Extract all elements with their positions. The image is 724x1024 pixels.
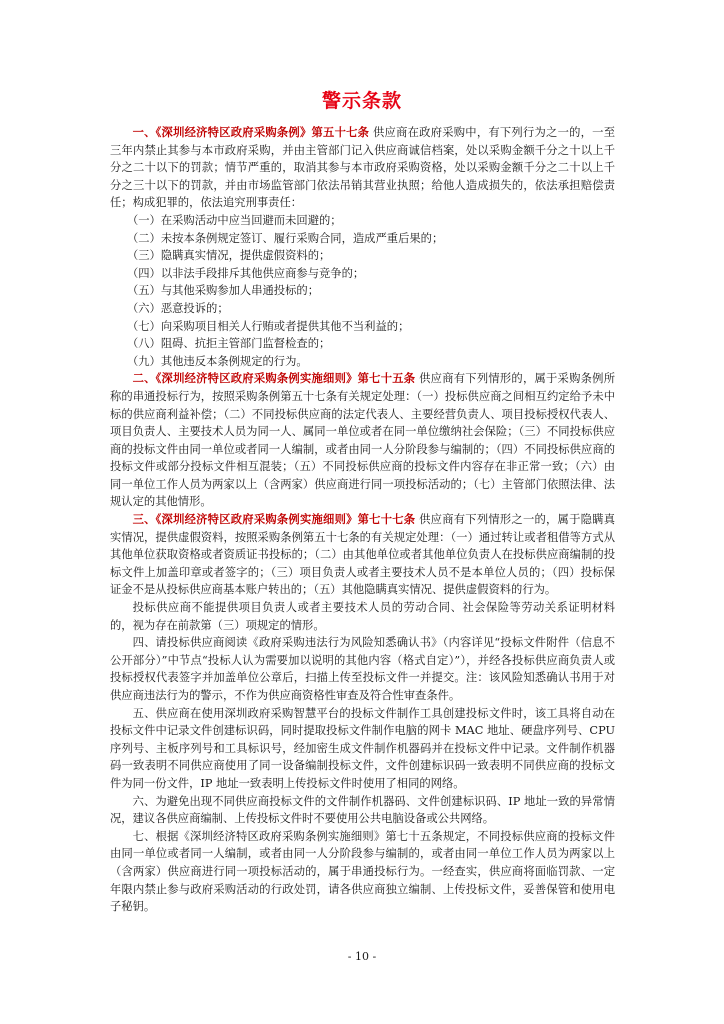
clause-3-heading: 三、《深圳经济特区政府采购条例实施细则》第七十七条 bbox=[132, 512, 416, 527]
clause-5: 五、供应商在使用深圳政府采购智慧平台的投标文件制作工具创建投标文件时，该工具将自动在投标文件中记录文件创建标识码，同时提取投标文件制作电脑的网卡 MAC 地址、硬盘序列号、CPU 序列号、主板序列号和工具标识号，经加密生成文件制作机器码并在投标文件中记录。文件制作机器码一致表明不同供应商使用了同一设备编制投标文件，文件创建标识码一致表明不同供应商的投标文件为同一份文件，IP 地址一致表明上传投标文件时使用了相同的网络。 bbox=[110, 706, 615, 790]
labor-paragraph: 投标供应商不能提供项目负责人或者主要技术人员的劳动合同、社会保险等劳动关系证明材料的，视为存在前款第（三）项规定的情形。 bbox=[110, 601, 615, 632]
clause-3 bbox=[110, 511, 615, 599]
clause-6: 六、为避免出现不同供应商投标文件的文件制作机器码、文件创建标识码、IP 地址一致的异常情况，建议各供应商编制、上传投标文件时不要使用公共电脑设备或公共网络。 bbox=[110, 794, 615, 826]
list-item: （九）其他违反本条例规定的行为。 bbox=[126, 354, 308, 368]
list-item: （二）未按本条例规定签订、履行采购合同，造成严重后果的； bbox=[126, 231, 444, 245]
page-number: - 10 - bbox=[347, 950, 377, 963]
clause-1 bbox=[110, 124, 615, 212]
list-item: （八）阻碍、抗拒主管部门监督检查的； bbox=[126, 337, 331, 351]
list-item: （四）以非法手段排斥其他供应商参与竞争的； bbox=[126, 266, 365, 280]
clause-7: 七、根据《深圳经济特区政府采购条例实施细则》第七十五条规定，不同投标供应商的投标文件由同一单位或者同一人编制，或者由同一人分阶段参与编制的，或者由同一单位工作人员为两家以上（含两家）供应商进行同一项投标活动的，属于串通投标行为。一经查实，供应商将面临罚款、一定年限内禁止参与政府采购活动的行政处罚，请各供应商独立编制、上传投标文件，妥善保管和使用电子秘钥。 bbox=[110, 829, 615, 914]
clause-2-heading: 二、《深圳经济特区政府采购条例实施细则》第七十五条 bbox=[132, 371, 416, 386]
clause-3-text: 供应商有下列情形之一的，属于隐瞒真实情况，提供虚假资料，按照采购条例第五十七条的有关规定处理：（一）通过转让或者租借等方式从其他单位获取资格或者资质证书投标的；（二）由其他单位或者其他单位负责人在投标供应商编制的投标文件上加盖印章或者签字的；（三）项目负责人或者主要技术人员不是本单位人员的；（四）投标保证金不是从投标供应商基本账户转出的；（五）其他隐瞒真实情况、提供虚假资料的行为。 bbox=[110, 513, 615, 597]
clause-1-text: 供应商在政府采购中，有下列行为之一的，一至三年内禁止其参与本市政府采购，并由主管部门记入供应商诚信档案，处以采购金额千分之十以上千分之二十以下的罚款；情节严重的，取消其参与本市政府采购资格，处以采购金额千分之二十以上千分之三十以下的罚款，并由市场监管部门依法吊销其营业执照；给他人造成损失的，依法承担赔偿责任；构成犯罪的，依法追究刑事责任： bbox=[110, 126, 616, 210]
document-body bbox=[110, 124, 615, 916]
list-item: （六）恶意投诉的； bbox=[126, 301, 229, 315]
page-title: 警示条款 bbox=[321, 90, 402, 112]
list-item: （一）在采购活动中应当回避而未回避的； bbox=[126, 213, 342, 227]
list-item: （三）隐瞒真实情况，提供虚假资料的； bbox=[126, 249, 331, 263]
clause-4: 四、请投标供应商阅读《政府采购违法行为风险知悉确认书》（内容详见“投标文件附件（信息不公开部分）”中节点“投标人认为需要加以说明的其他内容（格式自定）”），并经各投标供应商负责人或投标授权代表签字并加盖单位公章后，扫描上传至投标文件一并提交。注：该风险知悉确认书用于对供应商违法行为的警示，不作为供应商资格性审查及符合性审查条件。 bbox=[110, 636, 615, 702]
clause-1-heading: 一、《深圳经济特区政府采购条例》第五十七条 bbox=[132, 125, 370, 139]
clause-2-text: 供应商有下列情形的，属于采购条例所称的串通投标行为，按照采购条例第五十七条有关规定处理：（一）投标供应商之间相互约定给予未中标的供应商利益补偿；（二）不同投标供应商的法定代表人、主要经营负责人、项目投标授权代表人、项目负责人、主要技术人员为同一人、属同一单位或者在同一单位缴纳社会保险；（三）不同投标供应商的投标文件由同一单位或者同一人编制，或者由同一人分阶段参与编制的；（四）不同投标供应商的投标文件或部分投标文件相互混装；（五）不同投标供应商的投标文件内容存在非正常一致；（六）由同一单位工作人员为两家以上（含两家）供应商进行同一项投标活动的；（七）主管部门依照法律、法规认定的其他情形。 bbox=[110, 372, 615, 509]
clause-2 bbox=[110, 370, 615, 511]
list-item: （七）向采购项目相关人行贿或者提供其他不当利益的； bbox=[126, 319, 410, 333]
list-item: （五）与其他采购参加人串通投标的； bbox=[126, 284, 319, 298]
